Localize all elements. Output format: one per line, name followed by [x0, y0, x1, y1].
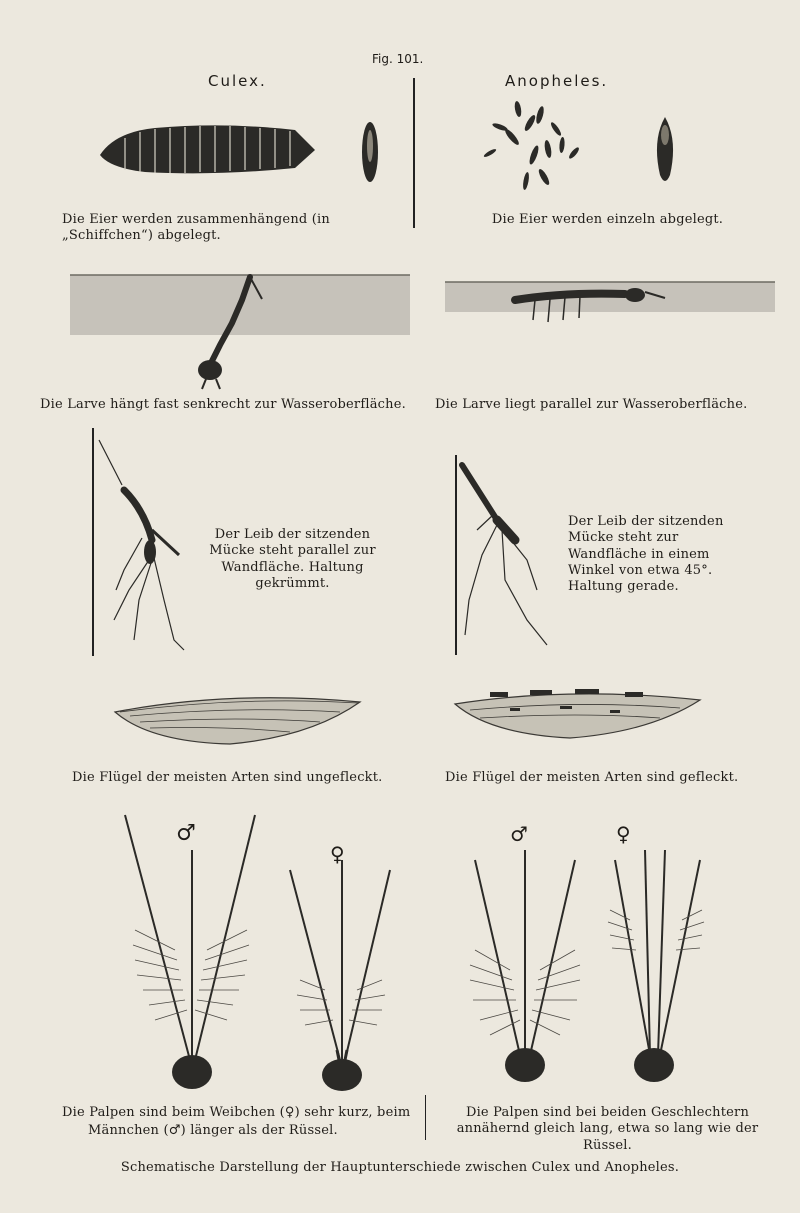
- figure-caption: Schematische Darstellung der Hauptunterschiede zwischen Culex und Anopheles.: [120, 1160, 680, 1175]
- culex-female-head-illustration: [285, 860, 395, 1095]
- culex-title: Culex.: [208, 72, 267, 90]
- anopheles-male-head-illustration: [455, 850, 595, 1090]
- anopheles-larva-illustration: [445, 280, 775, 340]
- divider-top: [413, 78, 415, 228]
- culex-female-symbol: ♀: [330, 842, 345, 866]
- anopheles-resting-mosquito-illustration: [457, 460, 577, 660]
- anopheles-posture-caption: Der Leib der sitzenden Mücke steht zur Wandfläche in einem Winkel von etwa 45°. Haltung gerade.: [568, 514, 724, 594]
- culex-larva-caption: Die Larve hängt fast senkrecht zur Wasseroberfläche.: [40, 397, 406, 412]
- culex-male-head-illustration: [115, 810, 265, 1095]
- anopheles-eggs-caption: Die Eier werden einzeln abgelegt.: [491, 212, 724, 227]
- anopheles-eggs-illustration: [470, 95, 700, 195]
- anopheles-male-symbol: ♂: [510, 822, 528, 846]
- culex-male-symbol: ♂: [176, 821, 196, 846]
- culex-posture-caption: Der Leib der sitzenden Mücke steht parallel zur Wandfläche. Haltung gekrümmt.: [209, 527, 376, 591]
- culex-palps-caption-line1: Die Palpen sind beim Weibchen (♀) sehr kurz, beim: [62, 1105, 411, 1120]
- anopheles-wing-illustration: [450, 682, 710, 752]
- culex-wing-illustration: [110, 682, 370, 752]
- anopheles-palps-caption: Die Palpen sind bei beiden Geschlechtern annähernd gleich lang, etwa so lang wie der Rüssel.: [456, 1105, 759, 1153]
- culex-larva-illustration: [70, 275, 410, 390]
- anopheles-wing-caption: Die Flügel der meisten Arten sind gefleckt.: [445, 770, 739, 785]
- culex-egg-raft-illustration: [95, 110, 395, 190]
- anopheles-female-head-illustration: [590, 850, 720, 1090]
- figure-label: Fig. 101.: [372, 52, 424, 66]
- anopheles-title: Anopheles.: [505, 72, 609, 90]
- culex-wing-caption: Die Flügel der meisten Arten sind ungefleckt.: [72, 770, 383, 785]
- culex-palps-caption-line2: Männchen (♂) länger als der Rüssel.: [88, 1123, 338, 1138]
- culex-eggs-caption: Die Eier werden zusammenhängend (in „Schiffchen“) abgelegt.: [62, 212, 330, 244]
- anopheles-larva-caption: Die Larve liegt parallel zur Wasseroberfläche.: [435, 397, 748, 412]
- anopheles-female-symbol: ♀: [616, 822, 631, 846]
